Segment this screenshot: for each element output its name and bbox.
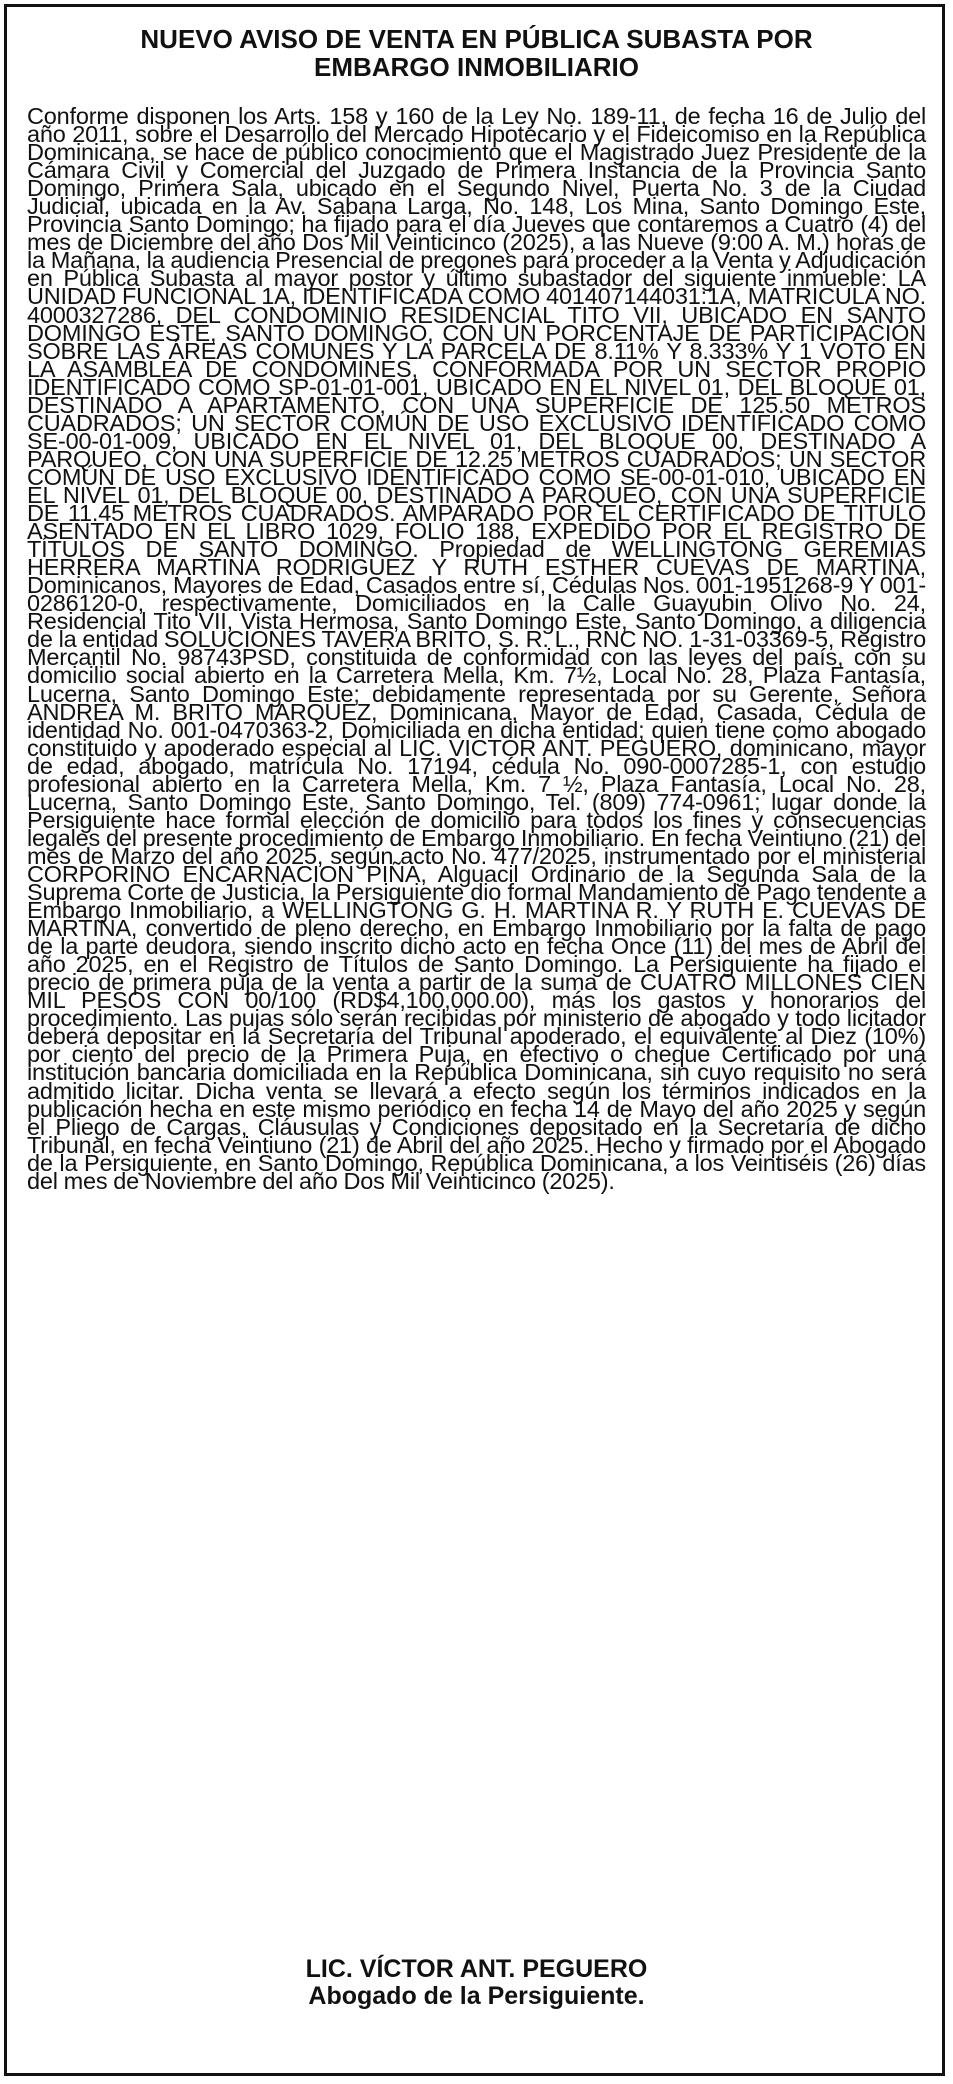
- signature-block: [20, 1956, 933, 2010]
- signature-name: LIC. VÍCTOR ANT. PEGUERO: [305, 1955, 648, 1983]
- notice-title: [20, 25, 933, 81]
- notice-title-line-2: EMBARGO INMOBILIARIO: [314, 52, 639, 82]
- signature-role: Abogado de la Persiguiente.: [308, 1982, 645, 2010]
- notice-title-line-1: NUEVO AVISO DE VENTA EN PÚBLICA SUBASTA POR: [140, 24, 813, 54]
- notice-body-text: Conforme disponen los Arts. 158 y 160 de la Ley No. 189-11, de fecha 16 de Julio del año 2011, sobre el Desarrollo del Mercado Hipotecario y el Fideicomiso en la República Dominicana, se hace de público conocimiento que el Magistrado Juez Presidente de la Cámara Civil y Comercial del Juzgado de Primera Instancia de la Provincia Santo Domingo, Primera Sala, ubicado en el Segundo Nivel, Puerta No. 3 de la Ciudad Judicial, ubicada en la Av. Sabana Larga, No. 148, Los Mina, Santo Domingo Este, Provincia Santo Domingo; ha fijado para el día Jueves que contaremos a Cuatro (4) del mes de Diciembre del año Dos Mil Veinticinco (2025), a las Nueve (9:00 A. M.) horas de la Mañana, la audiencia Presencial de pregones para proceder a la Venta y Adjudicación en Pública Subasta al mayor postor y último subastador del siguiente inmueble: LA UNIDAD FUNCIONAL 1A, IDENTIFICADA COMO 401407144031:1A, MATRICULA NO. 4000327286, DEL CONDOMINIO RESIDENCIAL TITO VII, UBICADO EN SANTO DOMINGO ESTE, SANTO DOMINGO, CON UN PORCENTAJE DE PARTICIPACIÓN SOBRE LAS ÁREAS COMUNES Y LA PARCELA DE 8.11% Y 8.333% Y 1 VOTO EN LA ASAMBLEA DE CONDÓMINES, CONFORMADA POR UN SECTOR PROPIO IDENTIFICADO COMO SP-01-01-001, UBICADO EN EL NIVEL 01, DEL BLOQUE 01, DESTINADO A APARTAMENTO, CON UNA SUPERFICIE DE 125.50 METROS CUADRADOS; UN SECTOR COMÚN DE USO EXCLUSIVO IDENTIFICADO COMO SE-00-01-009, UBICADO EN EL NIVEL 01, DEL BLOQUE 00, DESTINADO A PARQUEO, CON UNA SUPERFICIE DE 12.25 METROS CUADRADOS; UN SECTOR COMÚN DE USO EXCLUSIVO IDENTIFICADO COMO SE-00-01-010, UBICADO EN EL NIVEL 01, DEL BLOQUE 00, DESTINADO A PARQUEO, CON UNA SUPERFICIE DE 11.45 METROS CUADRADOS. AMPARADO POR EL CERTIFICADO DE TITULO ASENTADO EN EL LIBRO 1029, FOLIO 188, EXPEDIDO POR EL REGISTRO DE TÍTULOS DE SANTO DOMINGO. Propiedad de WELLINGTONG GEREMIAS HERRERA MARTINA RODRIGUEZ Y RUTH ESTHER CUEVAS DE MARTINA, Dominicanos, Mayores de Edad, Casados entre sí, Cédulas Nos. 001-1951268-9 Y 001-0286120-0, respectivamente, Domiciliados en la Calle Guayubin Olivo No. 24, Residencial Tito VII, Vista Hermosa, Santo Domingo Este, Santo Domingo, a diligencia de la entidad SOLUCIONES TAVERA BRITO, S. R. L., RNC NO. 1-31-03369-5, Registro Mercantil No. 98743PSD, constituida de conformidad con las leyes del país, con su domicilio social abierto en la Carretera Mella, Km. 7½, Local No. 28, Plaza Fantasía, Lucerna, Santo Domingo Este; debidamente representada por su Gerente, Señora ANDREA M. BRITO MARQUEZ, Dominicana, Mayor de Edad, Casada, Cédula de identidad No. 001-0470363-2, Domiciliada en dicha entidad; quien tiene como abogado constituido y apoderado especial al LIC. VICTOR ANT. PEGUERO, dominicano, mayor de edad, abogado, matrícula No. 17194, cédula No. 090-0007285-1, con estudio profesional abierto en la Carretera Mella, Km. 7 ½, Plaza Fantasía, Local No. 28, Lucerna, Santo Domingo Este, Santo Domingo, Tel. (809) 774-0961; lugar donde la Persiguiente hace formal elección de domicilio para todos los fines y consecuencias legales del presente procedimiento de Embargo Inmobiliario. En fecha Veintiuno (21) del mes de Marzo del año 2025, según acto No. 477/2025, instrumentado por el ministerial CORPORINO ENCARNACION PIÑA, Alguacil Ordinario de la Segunda Sala de la Suprema Corte de Justicia, la Persiguiente dio formal Mandamiento de Pago tendente a Embargo Inmobiliario, a WELLINGTONG G. H. MARTINA R. Y RUTH E. CUEVAS DE MARTINA, convertido de pleno derecho, en Embargo Inmobiliario por la falta de pago de la parte deudora, siendo inscrito dicho acto en fecha Once (11) del mes de Abril del año 2025, en el Registro de Títulos de Santo Domingo. La Persiguiente ha fijado el precio de primera puja de la venta a partir de la suma de CUATRO MILLONES CIEN MIL PESOS CON 00/100 (RD$4,100,000.00), más los gastos y honorarios del procedimiento. Las pujas sólo serán recibidas por ministerio de abogado y todo licitador deberá depositar en la Secretaría del Tribunal apoderado, el equivalente al Diez (10%) por ciento del precio de la Primera Puja, en efectivo o cheque Certificado por una institución bancaria domiciliada en la República Dominicana, sin cuyo requisito no será admitido licitar. Dicha venta se llevará a efecto según los términos indicados en la publicación hecha en este mismo periódico en fecha 14 de Mayo del año 2025 y según el Pliego de Cargas, Cláusulas y Condiciones depositado en la Secretaría de dicho Tribunal, en fecha Veintiuno (21) de Abril del año 2025. Hecho y firmado por el Abogado de la Persiguiente, en Santo Domingo, República Dominicana, a los Veintiséis (26) días del mes de Noviembre del año Dos Mil Veinticinco (2025).: [27, 103, 926, 1194]
